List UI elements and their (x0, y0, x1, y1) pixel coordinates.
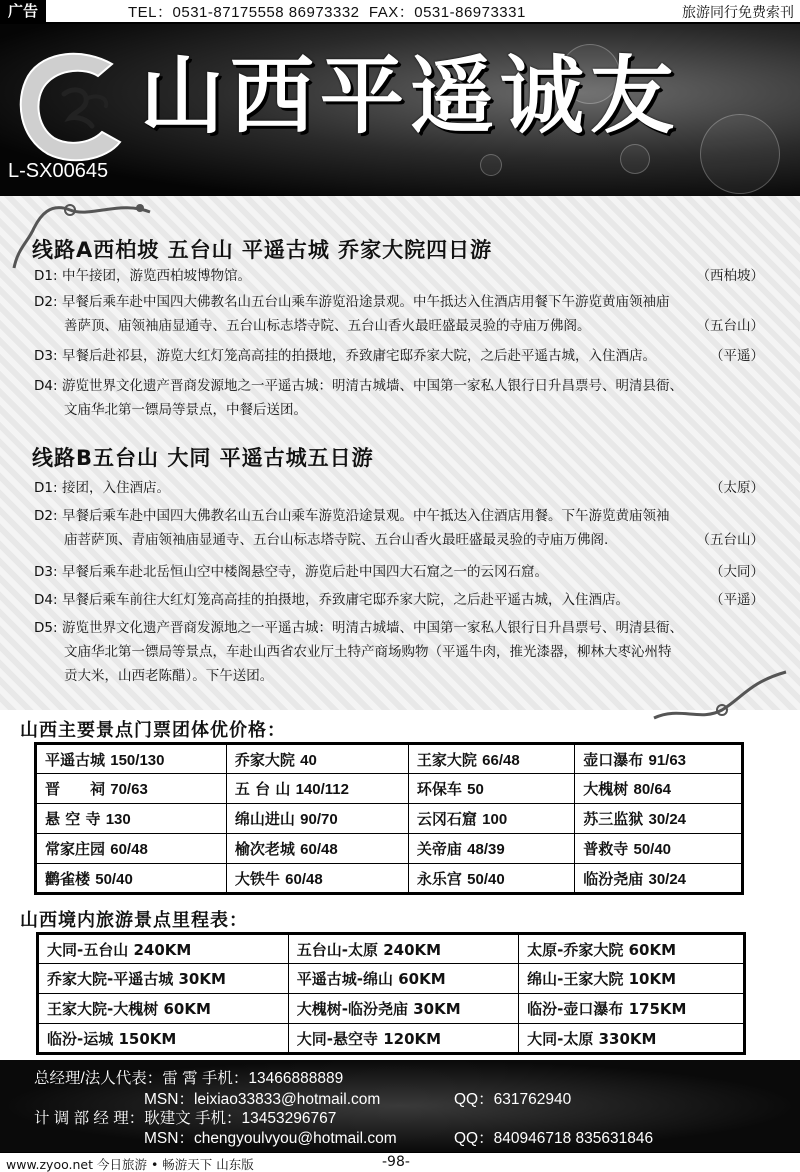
route-b-day-2: D2: 早餐后乘车赴中国四大佛教名山五台山乘车游览沿途景观。中午抵达入住酒店用餐。下午游览黄庙领袖 庙菩萨顶、青庙领袖庙显通寺、五台山标志塔寺院、五台山香火最旺盛最灵验的寺庙万佛阁. （五台山） (34, 508, 764, 548)
distance-cell: 五台山-太原 240KM (288, 934, 518, 964)
ticket-cell: 绵山进山 90/70 (226, 804, 408, 834)
tel-numbers: 0531-87175558 86973332 (173, 4, 360, 24)
ticket-cell: 常家庄园 60/48 (36, 834, 227, 864)
top-bar (0, 0, 800, 24)
route-b-day-3: D3: 早餐后乘车赴北岳恒山空中楼阁悬空寺，游览后赴中国四大石窟之一的云冈石窟。 （大同） (34, 564, 764, 580)
planner-contact: 计 调 部 经 理：耿建文 手机：13453296767 (34, 1110, 337, 1127)
ticket-cell: 普救寺 50/40 (575, 834, 743, 864)
table-row (38, 934, 745, 964)
company-name: 山西平遥诚友 (140, 49, 681, 143)
route-a-day-1: D1: 中午接团，游览西柏坡博物馆。 （西柏坡） (34, 268, 764, 284)
banner (0, 24, 800, 196)
ad-tag: 广告 (0, 0, 46, 22)
page-number: -98- (382, 1154, 410, 1170)
itinerary-panel (0, 196, 800, 710)
distance-cell: 临汾-壶口瀑布 175KM (519, 994, 745, 1024)
site-name: www.zyoo.net 今日旅游 • 畅游天下 山东版 (6, 1157, 254, 1172)
route-a-day-4: D4: 游览世界文化遗产晋商发源地之一平遥古城：明清古城墙、中国第一家私人银行日升昌票号、明清县衙、 文庙华北第一镖局等景点，中餐后送团。 (34, 378, 683, 418)
distance-cell: 大槐树-临汾尧庙 30KM (288, 994, 518, 1024)
distance-cell: 大同-五台山 240KM (38, 934, 289, 964)
ticket-cell: 五 台 山 140/112 (226, 774, 408, 804)
route-b-day-1: D1: 接团，入住酒店。 （太原） (34, 480, 764, 496)
planner-msn: MSN：chengyoulvyou@hotmail.com (144, 1130, 397, 1147)
distance-cell: 大同-太原 330KM (519, 1024, 745, 1054)
ticket-cell: 苏三监狱 30/24 (575, 804, 743, 834)
distance-cell: 王家大院-大槐树 60KM (38, 994, 289, 1024)
ticket-cell: 永乐宫 50/40 (408, 864, 574, 894)
manager-qq: QQ：631762940 (454, 1091, 572, 1108)
decor-bubble (700, 114, 780, 194)
bottom-bar (0, 1152, 800, 1172)
ticket-cell: 乔家大院 40 (226, 744, 408, 774)
ticket-cell: 壶口瀑布 91/63 (575, 744, 743, 774)
ticket-price-table (34, 742, 744, 895)
table-row (36, 864, 743, 894)
table-row (36, 834, 743, 864)
fax-label: FAX： (369, 4, 414, 24)
ticket-cell: 临汾尧庙 30/24 (575, 864, 743, 894)
tagline: 旅游同行免费索刊 (682, 5, 794, 21)
table-row (36, 804, 743, 834)
ticket-cell: 大槐树 80/64 (575, 774, 743, 804)
table-row (38, 1024, 745, 1054)
distance-section-title: 山西境内旅游景点里程表： (20, 910, 248, 931)
distance-cell: 大同-悬空寺 120KM (288, 1024, 518, 1054)
route-a-day-3: D3: 早餐后赴祁县，游览大红灯笼高高挂的拍摄地，乔致庸宅邸乔家大院，之后赴平遥古城，入住酒店。 （平遥） (34, 348, 764, 364)
route-a-day-2: D2: 早餐后乘车赴中国四大佛教名山五台山乘车游览沿途景观。中午抵达入住酒店用餐下午游览黄庙领袖庙 善萨顶、庙领袖庙显通寺、五台山标志塔寺院、五台山香火最旺盛最灵验的寺庙万佛阁。 （五台山） (34, 294, 764, 334)
route-b-day-5: D5: 游览世界文化遗产晋商发源地之一平遥古城：明清古城墙、中国第一家私人银行日升昌票号、明清县衙、 文庙华北第一镖局等景点，车赴山西省农业厅土特产商场购物（平遥牛肉，推光漆器，柳林大枣沁州特 贡大米，山西老陈醋）。下午送团。 (34, 620, 683, 684)
distance-cell: 太原-乔家大院 60KM (519, 934, 745, 964)
ticket-section-title: 山西主要景点门票团体优价格： (20, 720, 286, 741)
tel-label: TEL： (128, 4, 173, 24)
distance-cell: 临汾-运城 150KM (38, 1024, 289, 1054)
ticket-cell: 王家大院 66/48 (408, 744, 574, 774)
table-row (36, 774, 743, 804)
route-b-day-4: D4: 早餐后乘车前往大红灯笼高高挂的拍摄地，乔致庸宅邸乔家大院，之后赴平遥古城，入住酒店。 （平遥） (34, 592, 764, 608)
distance-table (36, 932, 746, 1055)
ticket-cell: 平遥古城 150/130 (36, 744, 227, 774)
table-row (38, 964, 745, 994)
decor-bubble (620, 144, 650, 174)
decor-bubble (480, 154, 502, 176)
manager-msn: MSN：leixiao33833@hotmail.com (144, 1091, 381, 1108)
planner-qq: QQ：840946718 835631846 (454, 1130, 654, 1147)
ticket-cell: 晋 祠 70/63 (36, 774, 227, 804)
distance-cell: 乔家大院-平遥古城 30KM (38, 964, 289, 994)
contact-footer (0, 1060, 800, 1152)
table-row (38, 994, 745, 1024)
ticket-cell: 云冈石窟 100 (408, 804, 574, 834)
ticket-cell: 大铁牛 60/48 (226, 864, 408, 894)
ticket-cell: 环保车 50 (408, 774, 574, 804)
distance-cell: 平遥古城-绵山 60KM (288, 964, 518, 994)
license-number: L-SX00645 (8, 160, 109, 182)
route-a-title: 线路A西柏坡 五台山 平遥古城 乔家大院四日游 (32, 238, 493, 262)
fax-number: 0531-86973331 (414, 4, 526, 24)
distance-cell: 绵山-王家大院 10KM (519, 964, 745, 994)
ticket-cell: 鹳雀楼 50/40 (36, 864, 227, 894)
company-logo-icon (14, 46, 132, 166)
table-row (36, 744, 743, 774)
contact-strip (128, 1, 526, 22)
manager-contact: 总经理/法人代表：雷 霄 手机：13466888889 (34, 1070, 344, 1087)
route-b-title: 线路B五台山 大同 平遥古城五日游 (32, 446, 374, 470)
ticket-cell: 榆次老城 60/48 (226, 834, 408, 864)
ticket-cell: 关帝庙 48/39 (408, 834, 574, 864)
ticket-cell: 悬 空 寺 130 (36, 804, 227, 834)
